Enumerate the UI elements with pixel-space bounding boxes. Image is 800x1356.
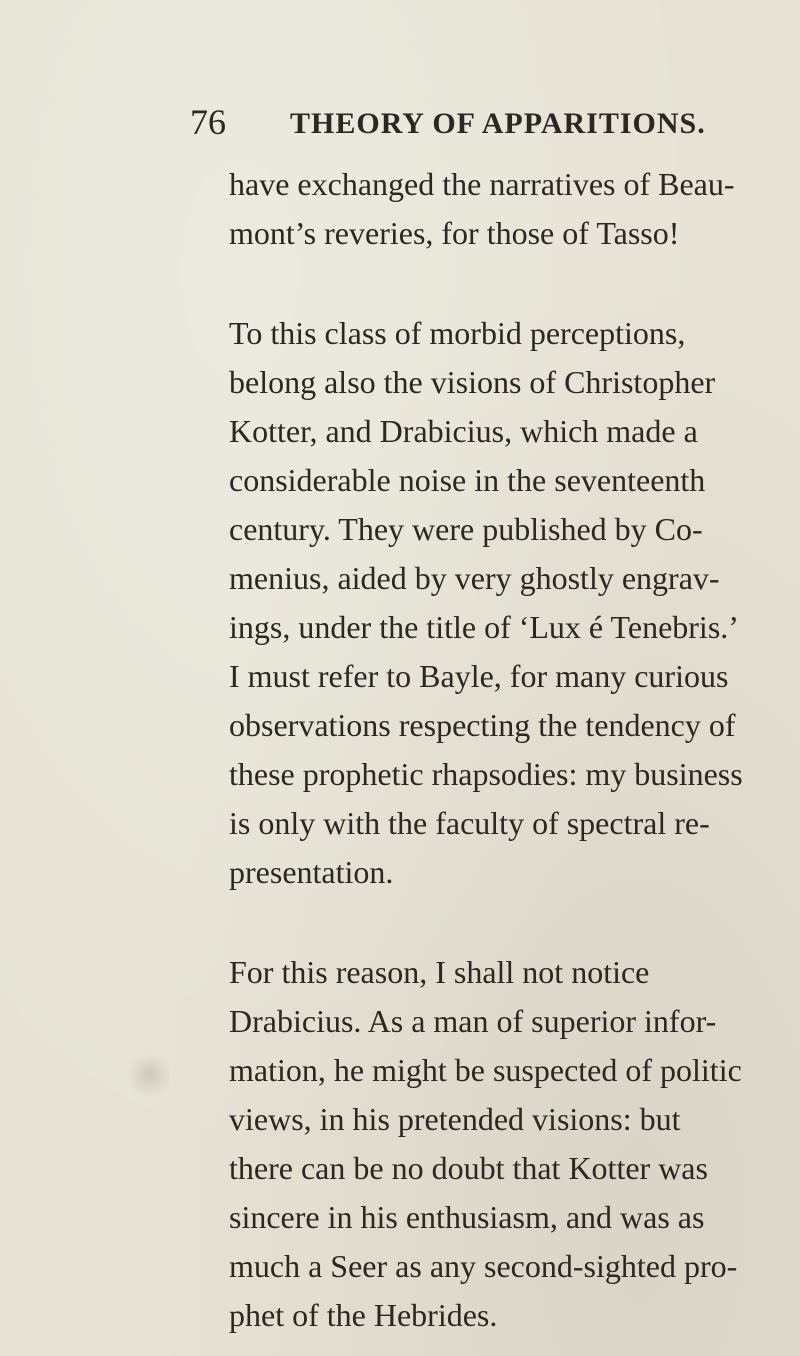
text-line: observations respecting the tendency of (229, 707, 736, 743)
text-line: views, in his pretended visions: but (229, 1101, 681, 1137)
text-line: menius, aided by very ghostly engrav- (229, 560, 720, 596)
running-title: THEORY OF APPARITIONS. (290, 107, 706, 140)
text-line: considerable noise in the seventeenth (229, 462, 706, 498)
page-header (190, 100, 750, 150)
text-line: there can be no doubt that Kotter was (229, 1150, 708, 1186)
paragraph-3 (229, 948, 767, 1340)
paragraph-2 (229, 309, 767, 897)
body-text (229, 160, 767, 1340)
text-line: ings, under the title of ‘Lux é Tenebris.’ (229, 609, 739, 645)
text-line: presentation. (229, 854, 394, 890)
text-line: sincere in his enthusiasm, and was as (229, 1199, 705, 1235)
text-line: belong also the visions of Christopher (229, 364, 716, 400)
text-line: I must refer to Bayle, for many curious (229, 658, 729, 694)
text-line: these prophetic rhapsodies: my business (229, 756, 743, 792)
text-line: phet of the Hebrides. (229, 1297, 498, 1333)
text-line: have exchanged the narratives of Beau- (229, 166, 735, 202)
text-line: Drabicius. As a man of superior infor- (229, 1003, 717, 1039)
text-line: mation, he might be suspected of politic (229, 1052, 742, 1088)
paper-stain (130, 1050, 170, 1100)
text-line: To this class of morbid perceptions, (229, 315, 686, 351)
text-line: For this reason, I shall not notice (229, 954, 650, 990)
text-line: century. They were published by Co- (229, 511, 703, 547)
text-line: is only with the faculty of spectral re- (229, 805, 710, 841)
text-line: much a Seer as any second-sighted pro- (229, 1248, 738, 1284)
text-line: mont’s reveries, for those of Tasso! (229, 215, 680, 251)
text-line: Kotter, and Drabicius, which made a (229, 413, 698, 449)
paragraph-1 (229, 160, 767, 258)
page-number: 76 (190, 102, 226, 142)
